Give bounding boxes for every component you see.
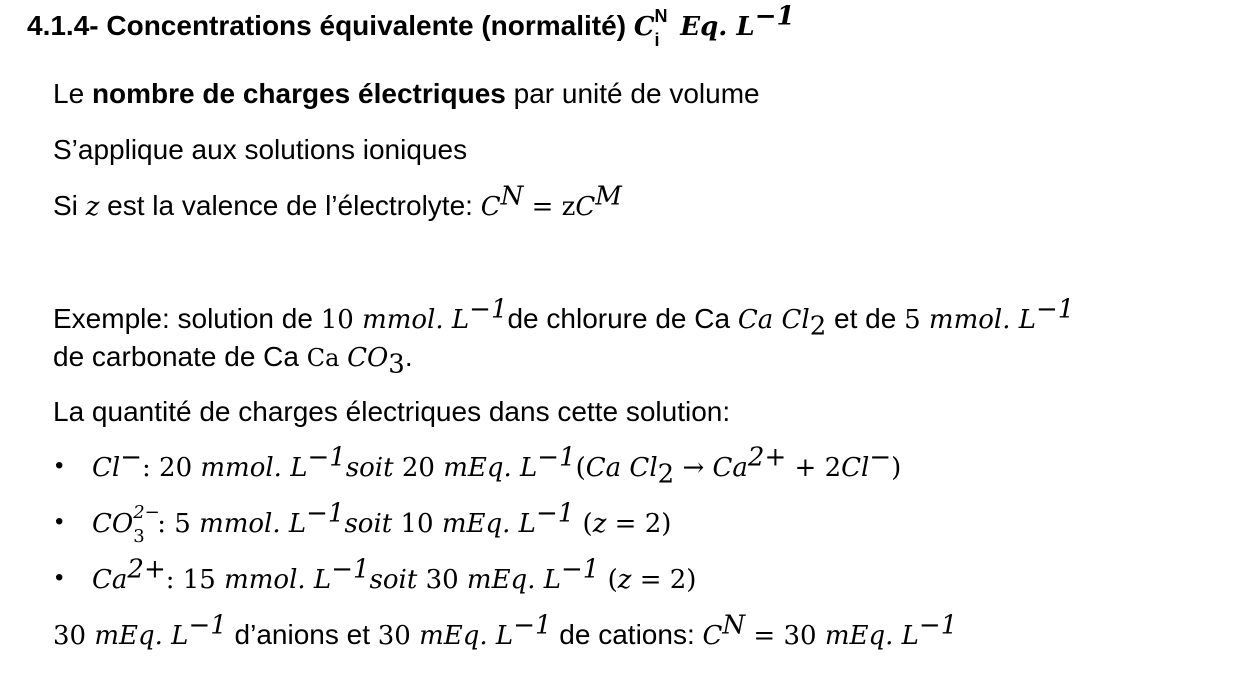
heading-unit: Eq. L [680, 12, 755, 42]
example-line-2 [53, 340, 413, 380]
b1-extra-b-sup: 2+ [747, 442, 787, 473]
b2-e1: −1 [306, 498, 345, 529]
example-n1: 10 [320, 305, 363, 335]
b1-e2: −1 [537, 442, 576, 473]
bullet-item-2 [92, 498, 672, 547]
bullet-dot-2: • [55, 508, 64, 535]
b2-zeq: = 2) [606, 509, 672, 539]
b2-n2: 10 [400, 509, 442, 539]
definition-post: par unité de volume [505, 78, 760, 109]
c-u3: mEq. L [824, 621, 919, 651]
b2-z: z [592, 509, 607, 539]
b1-extra-c-sup: − [869, 442, 892, 473]
definition-line [53, 77, 760, 111]
c-n1: 30 [53, 621, 95, 651]
example-u1: mmol. L [362, 305, 470, 335]
example2-formula: CO [347, 343, 389, 373]
definition-pre: Le [53, 78, 92, 109]
c-u1: mEq. L [94, 621, 189, 651]
b1-n2: 20 [401, 453, 444, 483]
example2-end: . [404, 341, 413, 372]
b2-ion: CO [92, 509, 134, 539]
c-t2: de cations: [551, 619, 703, 650]
b1-plus: + 2 [786, 453, 842, 483]
b1-close: ) [891, 453, 902, 483]
b3-colon: : [165, 565, 183, 595]
c-c: C [702, 621, 723, 651]
applies-line: S’applique aux solutions ioniques [53, 134, 468, 165]
b2-n1: 5 [174, 509, 200, 539]
example-text-c: et de [826, 303, 905, 334]
heading-unit-exp: −1 [754, 1, 795, 32]
b3-e2: −1 [561, 554, 600, 585]
quantity-intro: La quantité de charges électriques dans cette solution: [53, 396, 731, 427]
b1-extra-a-sub: 2 [657, 459, 675, 490]
b1-u1: mmol. L [200, 453, 308, 483]
heading-symbol-sub: i [654, 30, 660, 50]
section-heading [27, 1, 795, 50]
b3-n1: 15 [182, 565, 225, 595]
c-eq: = 30 [745, 621, 825, 651]
b1-u2: mEq. L [443, 453, 538, 483]
heading-symbol-sup: N [654, 6, 668, 26]
b2-u1: mmol. L [199, 509, 307, 539]
b1-e1: −1 [307, 442, 346, 473]
b1-ion: Cl [92, 453, 121, 483]
heading-symbol: C [633, 12, 655, 42]
b3-u1: mmol. L [224, 565, 332, 595]
b1-extra-a: Ca Cl [585, 453, 658, 483]
example-f1-sub: 2 [809, 311, 827, 342]
valence-formula2-sup: M [595, 181, 622, 212]
b2-soit: soit [344, 509, 401, 539]
b3-z: z [617, 565, 632, 595]
b2-ion-sub: 3 [133, 526, 145, 547]
b2-e2: −1 [535, 498, 575, 529]
c-c-sup: N [722, 610, 746, 641]
example-f1: Ca Cl [737, 305, 810, 335]
b1-n1: 20 [159, 453, 201, 483]
b1-soit: soit [345, 453, 402, 483]
b3-zopen: ( [599, 565, 618, 595]
example-n2: 5 [904, 305, 929, 335]
b1-open: ( [575, 453, 586, 483]
c-e3: −1 [918, 610, 958, 641]
example-text-b: de chlorure de Ca [507, 303, 738, 334]
c-e2: −1 [513, 610, 552, 641]
valence-formula: C [480, 192, 501, 222]
c-n2: 30 [377, 621, 420, 651]
b2-zopen: ( [574, 509, 593, 539]
c-t1: d’anions et [226, 619, 378, 650]
example-e2: −1 [1036, 294, 1075, 325]
valence-mid: est la valence de l’électrolyte: [99, 190, 481, 221]
valence-formula-sup: N [500, 181, 524, 212]
bullet-item-1 [92, 442, 902, 490]
b1-arrow: → [674, 453, 713, 483]
b3-ion: Ca [92, 565, 128, 595]
b3-u2: mEq. L [466, 565, 561, 595]
b3-ion-sup: 2+ [127, 554, 166, 585]
valence-pre: Si [53, 190, 86, 221]
b3-zeq: = 2) [631, 565, 697, 595]
example2-text: de carbonate de Ca [53, 341, 307, 372]
heading-text: 4.1.4- Concentrations équivalente (normalité) [27, 10, 627, 41]
valence-line [53, 181, 622, 224]
example2-formula-sub: 3 [388, 349, 405, 380]
b2-ion-sup: 2− [133, 502, 160, 523]
valence-eq: = z [523, 192, 576, 222]
b1-extra-c: Cl [841, 453, 870, 483]
b2-colon: : [157, 509, 175, 539]
valence-formula2: C [575, 192, 596, 222]
b2-u2: mEq. L [441, 509, 536, 539]
example-e1: −1 [469, 294, 508, 325]
b1-colon: : [142, 453, 160, 483]
b3-soit: soit [369, 565, 426, 595]
conclusion-line [53, 610, 958, 653]
example-u2: mmol. L [928, 305, 1036, 335]
bullet-item-3 [92, 554, 697, 597]
b1-ion-sup: − [120, 442, 143, 473]
bullet-dot-3: • [55, 564, 64, 591]
example-line-1 [53, 294, 1075, 342]
bullet-dot-1: • [55, 452, 64, 479]
c-e1: −1 [188, 610, 227, 641]
b3-n2: 30 [425, 565, 467, 595]
definition-bold: nombre de charges électriques [91, 78, 506, 109]
example-text-a: Exemple: solution de [53, 303, 321, 334]
b1-extra-b: Ca [712, 453, 748, 483]
c-u2: mEq. L [419, 621, 514, 651]
valence-var: z [85, 192, 100, 222]
b3-e1: −1 [331, 554, 370, 585]
example2-ca: Ca [306, 344, 348, 372]
